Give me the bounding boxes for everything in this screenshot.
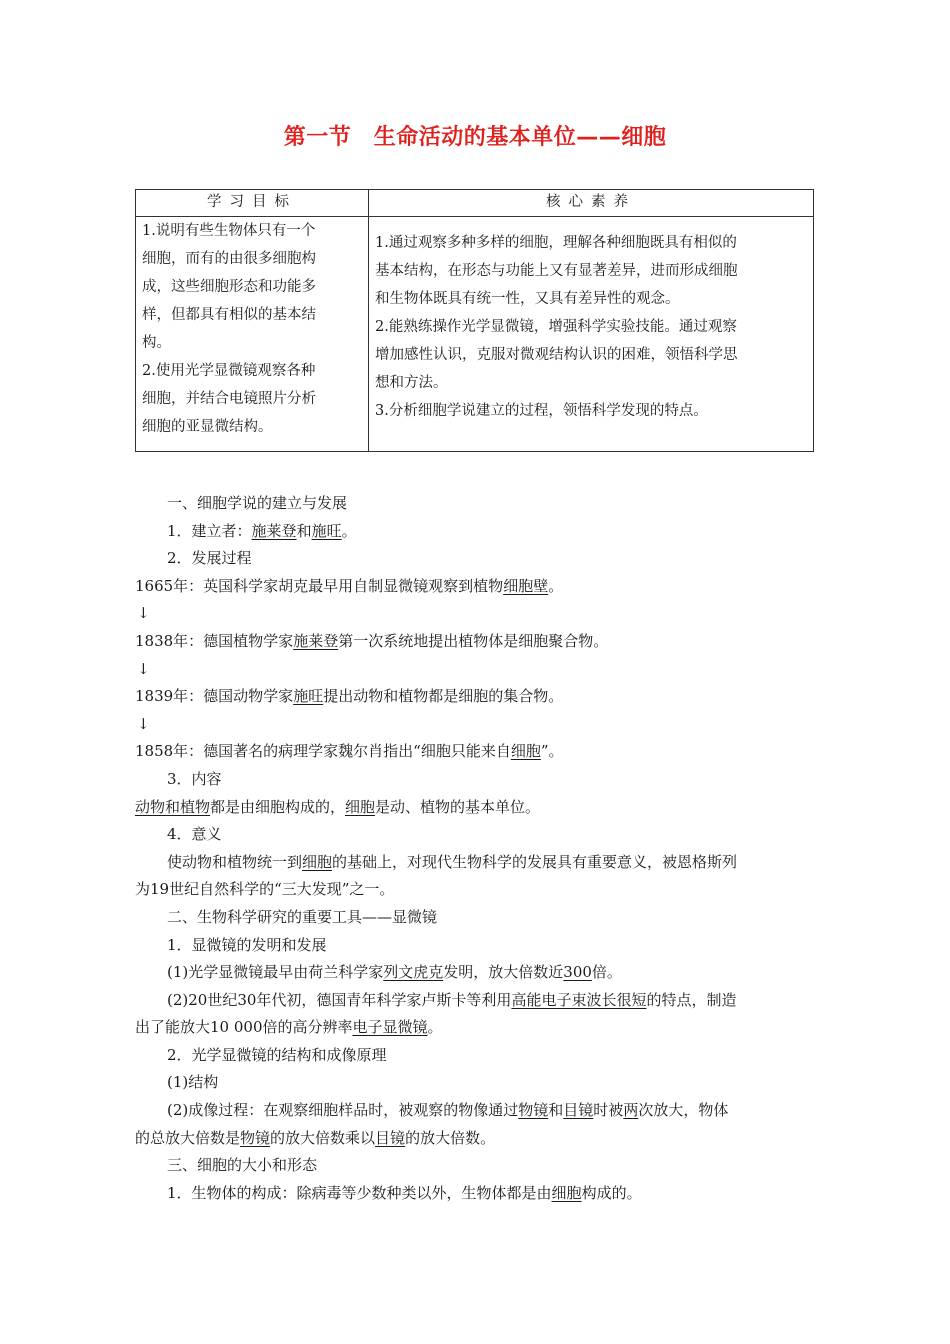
text: 提出动物和植物都是细胞的集合物。 <box>323 687 564 706</box>
text: 1858年：德国著名的病理学家魏尔肖指出“细胞只能来自 <box>135 742 511 761</box>
text: (1)光学显微镜最早由荷兰科学家 <box>167 963 384 982</box>
answer-blank: 高能电子束波长很短 <box>511 990 647 1009</box>
text: (2)20世纪30年代初，德国青年科学家卢斯卡等利用 <box>167 990 512 1009</box>
literacy-line: 增加感性认识，克服对微观结构认识的困难，领悟科学思 <box>375 347 738 363</box>
answer-blank: 细胞 <box>551 1183 582 1202</box>
paragraph <box>135 1014 815 1042</box>
header-core-literacy: 核心素养 <box>369 190 814 217</box>
text: 时被 <box>593 1101 624 1120</box>
section-heading: 二、生物科学研究的重要工具——显微镜 <box>167 907 438 926</box>
literacy-line: 2.能熟练操作光学显微镜，增强科学实验技能。通过观察 <box>375 319 737 335</box>
answer-blank: 细胞 <box>345 797 376 816</box>
text: (2)成像过程：在观察细胞样品时，被观察的物像通过 <box>167 1101 519 1120</box>
timeline-entry <box>135 683 815 711</box>
answer-blank: 细胞 <box>510 742 541 761</box>
answer-blank: 列文虎克 <box>383 963 444 982</box>
text: 的特点，制造 <box>646 990 737 1009</box>
item-heading: 2．发展过程 <box>167 549 252 568</box>
paragraph <box>135 987 815 1015</box>
answer-blank: 细胞 <box>302 852 333 871</box>
answer-blank: 施莱登 <box>293 631 339 650</box>
goal-line: 样，但都具有相似的基本结 <box>142 307 316 323</box>
literacy-line: 基本结构，在形态与功能上又有显著差异，进而形成细胞 <box>375 263 738 279</box>
text: ”。 <box>540 742 564 761</box>
down-arrow-icon: ↓ <box>137 604 150 623</box>
down-arrow-icon: ↓ <box>137 659 150 678</box>
paragraph <box>135 1125 815 1153</box>
paragraph <box>135 849 815 877</box>
paragraph <box>135 794 815 822</box>
learning-goals-cell <box>136 217 369 452</box>
section-heading: 一、细胞学说的建立与发展 <box>167 494 348 512</box>
goal-line: 细胞，并结合电镜照片分析 <box>142 391 316 407</box>
text: 的放大倍数乘以 <box>270 1128 376 1147</box>
table-header-row <box>136 190 814 217</box>
text: 1839年：德国动物学家 <box>135 687 294 706</box>
text: 和 <box>296 521 312 540</box>
item-heading: 3．内容 <box>167 769 222 788</box>
literacy-line: 1.通过观察多种多样的细胞，理解各种细胞既具有相似的 <box>375 235 737 251</box>
goal-line: 成，这些细胞形态和功能多 <box>142 279 316 295</box>
item-heading: 1．显微镜的发明和发展 <box>167 935 327 954</box>
header-learning-goals: 学习目标 <box>136 190 369 217</box>
goal-line: 1.说明有些生物体只有一个 <box>142 223 316 239</box>
paragraph <box>135 959 815 987</box>
timeline-entry <box>135 628 815 656</box>
answer-blank: 施莱登 <box>251 521 297 540</box>
goal-line: 构。 <box>142 335 171 351</box>
text: 和 <box>548 1101 564 1120</box>
text: 第一次系统地提出植物体是细胞聚合物。 <box>338 631 609 650</box>
page-title: 第一节 生命活动的基本单位——细胞 <box>283 125 667 150</box>
answer-blank: 动物和植物 <box>135 797 211 816</box>
text: 都是由细胞构成的， <box>210 797 346 816</box>
answer-blank: 细胞壁 <box>503 576 549 595</box>
text: 倍。 <box>591 963 622 982</box>
literacy-line: 和生物体既具有统一性，又具有差异性的观念。 <box>375 291 680 307</box>
text: 的基础上，对现代生物科学的发展具有重要意义，被恩格斯列 <box>332 852 738 871</box>
item-heading: 4．意义 <box>167 825 222 844</box>
answer-blank: 物镜 <box>240 1128 271 1147</box>
goal-line: 2.使用光学显微镜观察各种 <box>142 363 316 379</box>
timeline-entry <box>135 573 815 601</box>
goal-line: 细胞的亚显微结构。 <box>142 419 273 435</box>
objectives-table <box>135 189 814 452</box>
text: 是动、植物的基本单位。 <box>375 797 541 816</box>
paragraph: 为19世纪自然科学的“三大发现”之一。 <box>135 880 395 899</box>
answer-blank: 目镜 <box>563 1101 594 1120</box>
item-heading: (1)结构 <box>167 1073 219 1092</box>
timeline-entry <box>135 738 815 766</box>
text: 的放大倍数。 <box>405 1128 496 1147</box>
answer-blank: 目镜 <box>375 1128 406 1147</box>
text: 1．建立者： <box>167 521 252 540</box>
main-content <box>135 490 815 1207</box>
down-arrow-icon: ↓ <box>137 714 150 733</box>
text: 出了能放大10 000倍的高分辨率 <box>135 1018 353 1037</box>
paragraph <box>135 1097 815 1125</box>
literacy-line: 3.分析细胞学说建立的过程，领悟科学发现的特点。 <box>375 403 708 419</box>
answer-blank: 两 <box>623 1101 639 1120</box>
text: 1838年：德国植物学家 <box>135 631 294 650</box>
text: 。 <box>548 576 564 595</box>
section-heading: 三、细胞的大小和形态 <box>167 1156 318 1175</box>
text: 的总放大倍数是 <box>135 1128 241 1147</box>
text: 1．生物体的构成：除病毒等少数种类以外，生物体都是由 <box>167 1183 552 1202</box>
answer-blank: 物镜 <box>518 1101 549 1120</box>
answer-blank: 施旺 <box>311 521 342 540</box>
text: 。 <box>341 521 357 540</box>
core-literacy-cell <box>369 217 814 452</box>
answer-blank: 施旺 <box>293 687 324 706</box>
goal-line: 细胞，而有的由很多细胞构 <box>142 251 316 267</box>
answer-blank: 300 <box>563 963 592 982</box>
text: 1665年：英国科学家胡克最早用自制显微镜观察到植物 <box>135 576 504 595</box>
text: 使动物和植物统一到 <box>167 852 303 871</box>
text: 次放大，物体 <box>638 1101 729 1120</box>
text: 发明，放大倍数近 <box>443 963 564 982</box>
literacy-line: 想和方法。 <box>375 375 448 391</box>
text: 。 <box>427 1018 443 1037</box>
answer-blank: 电子显微镜 <box>352 1018 428 1037</box>
text: 构成的。 <box>581 1183 642 1202</box>
paragraph <box>135 1180 815 1208</box>
paragraph <box>135 518 815 546</box>
table-row <box>136 217 814 452</box>
item-heading: 2．光学显微镜的结构和成像原理 <box>167 1045 387 1064</box>
